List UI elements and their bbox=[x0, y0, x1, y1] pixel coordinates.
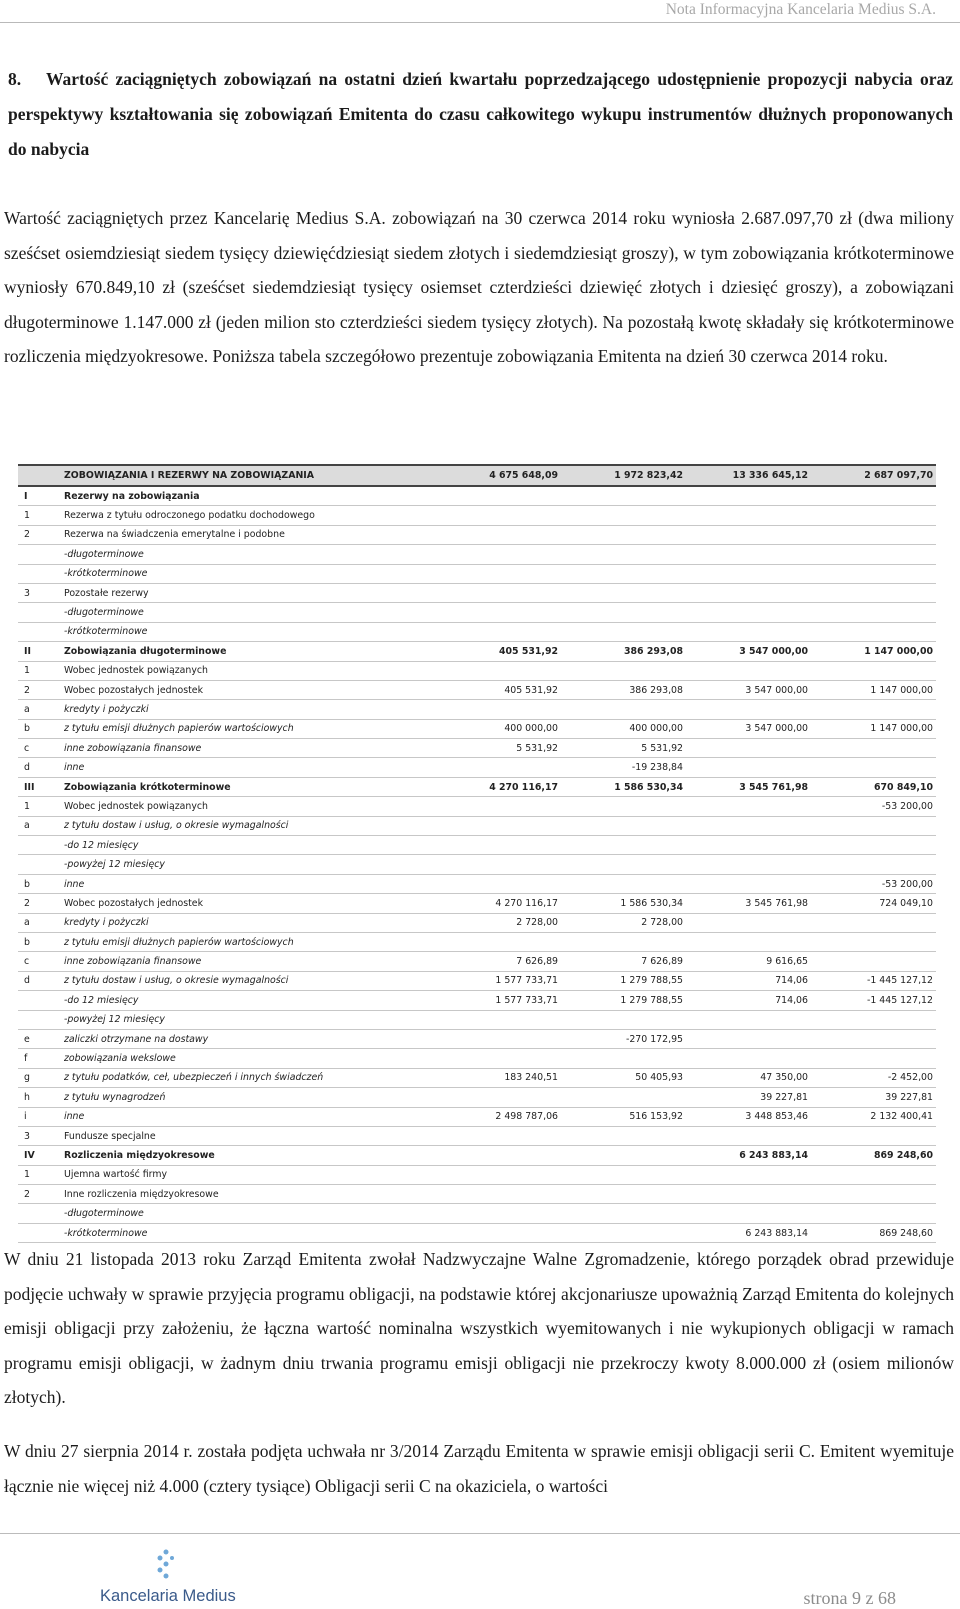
value-col-1 bbox=[436, 506, 561, 525]
row-label: Fundusze specjalne bbox=[60, 1126, 436, 1145]
table-row bbox=[18, 506, 936, 525]
row-label: z tytułu podatków, ceł, ubezpieczeń i innych świadczeń bbox=[60, 1068, 436, 1087]
value-col-1 bbox=[436, 525, 561, 544]
value-col-4 bbox=[811, 622, 936, 641]
row-label: zaliczki otrzymane na dostawy bbox=[60, 1029, 436, 1048]
value-col-2 bbox=[561, 545, 686, 564]
value-col-3: 714,06 bbox=[686, 991, 811, 1010]
value-col-3 bbox=[686, 797, 811, 816]
value-col-2: 400 000,00 bbox=[561, 719, 686, 738]
value-col-2 bbox=[561, 855, 686, 874]
row-label: -powyżej 12 miesięcy bbox=[60, 855, 436, 874]
value-col-3: 3 448 853,46 bbox=[686, 1107, 811, 1126]
section-heading bbox=[8, 62, 953, 167]
value-col-4: 2 132 400,41 bbox=[811, 1107, 936, 1126]
table-row bbox=[18, 1088, 936, 1107]
row-code: d bbox=[18, 758, 60, 777]
table-row bbox=[18, 1146, 936, 1165]
value-col-3 bbox=[686, 816, 811, 835]
row-label: zobowiązania wekslowe bbox=[60, 1049, 436, 1068]
value-col-1: 405 531,92 bbox=[436, 680, 561, 699]
table-row bbox=[18, 642, 936, 661]
value-col-1: 183 240,51 bbox=[436, 1068, 561, 1087]
value-col-4 bbox=[811, 1204, 936, 1223]
row-label: ZOBOWIĄZANIA I REZERWY NA ZOBOWIĄZANIA bbox=[60, 465, 436, 486]
row-code: d bbox=[18, 971, 60, 990]
value-col-3 bbox=[686, 1204, 811, 1223]
value-col-2 bbox=[561, 1088, 686, 1107]
value-col-4: 869 248,60 bbox=[811, 1223, 936, 1242]
table-header-row bbox=[18, 465, 936, 486]
value-col-2 bbox=[561, 622, 686, 641]
row-label: Zobowiązania krótkoterminowe bbox=[60, 777, 436, 796]
table-row bbox=[18, 1204, 936, 1223]
value-col-4 bbox=[811, 525, 936, 544]
row-code bbox=[18, 545, 60, 564]
value-col-2 bbox=[561, 583, 686, 602]
row-code bbox=[18, 1010, 60, 1029]
value-col-3 bbox=[686, 932, 811, 951]
value-col-2: -270 172,95 bbox=[561, 1029, 686, 1048]
value-col-4 bbox=[811, 739, 936, 758]
value-col-1 bbox=[436, 661, 561, 680]
value-col-3 bbox=[686, 1126, 811, 1145]
value-col-3: 3 547 000,00 bbox=[686, 719, 811, 738]
table-row bbox=[18, 1010, 936, 1029]
row-label: -do 12 miesięcy bbox=[60, 991, 436, 1010]
value-col-1: 1 577 733,71 bbox=[436, 971, 561, 990]
table-row bbox=[18, 971, 936, 990]
value-col-2 bbox=[561, 932, 686, 951]
row-label: inne zobowiązania finansowe bbox=[60, 952, 436, 971]
table-row bbox=[18, 1126, 936, 1145]
table-row bbox=[18, 486, 936, 506]
value-col-4: -1 445 127,12 bbox=[811, 971, 936, 990]
row-code bbox=[18, 836, 60, 855]
value-col-1 bbox=[436, 1049, 561, 1068]
value-col-2 bbox=[561, 506, 686, 525]
value-col-2 bbox=[561, 525, 686, 544]
value-col-3 bbox=[686, 739, 811, 758]
row-label: -długoterminowe bbox=[60, 603, 436, 622]
row-label: -długoterminowe bbox=[60, 545, 436, 564]
row-code: c bbox=[18, 739, 60, 758]
value-col-4 bbox=[811, 1165, 936, 1184]
value-col-4 bbox=[811, 564, 936, 583]
value-col-1 bbox=[436, 1223, 561, 1242]
value-col-4 bbox=[811, 1126, 936, 1145]
row-code bbox=[18, 1223, 60, 1242]
value-col-4: -1 445 127,12 bbox=[811, 991, 936, 1010]
row-label: Rozliczenia międzyokresowe bbox=[60, 1146, 436, 1165]
value-col-3: 714,06 bbox=[686, 971, 811, 990]
value-col-4 bbox=[811, 932, 936, 951]
row-code: 1 bbox=[18, 661, 60, 680]
value-col-1: 4 270 116,17 bbox=[436, 894, 561, 913]
row-label: inne bbox=[60, 1107, 436, 1126]
value-col-1 bbox=[436, 1029, 561, 1048]
row-code bbox=[18, 622, 60, 641]
table-row bbox=[18, 545, 936, 564]
row-label: Wobec jednostek powiązanych bbox=[60, 797, 436, 816]
value-col-2 bbox=[561, 874, 686, 893]
page-header bbox=[666, 0, 936, 30]
table-row bbox=[18, 1107, 936, 1126]
value-col-1 bbox=[436, 1165, 561, 1184]
row-code: a bbox=[18, 700, 60, 719]
table-row bbox=[18, 583, 936, 602]
value-col-1 bbox=[436, 816, 561, 835]
section-number: 8. bbox=[8, 69, 22, 89]
value-col-3: 3 545 761,98 bbox=[686, 894, 811, 913]
table-row bbox=[18, 1223, 936, 1242]
value-col-1: 5 531,92 bbox=[436, 739, 561, 758]
value-col-4 bbox=[811, 700, 936, 719]
value-col-2: 1 586 530,34 bbox=[561, 777, 686, 796]
table-row bbox=[18, 952, 936, 971]
value-col-2: 5 531,92 bbox=[561, 739, 686, 758]
value-col-1 bbox=[436, 603, 561, 622]
row-code: a bbox=[18, 816, 60, 835]
value-col-3 bbox=[686, 622, 811, 641]
value-col-3 bbox=[686, 486, 811, 506]
table-row bbox=[18, 622, 936, 641]
row-label: -powyżej 12 miesięcy bbox=[60, 1010, 436, 1029]
value-col-2 bbox=[561, 1165, 686, 1184]
row-code: 2 bbox=[18, 894, 60, 913]
row-code: 2 bbox=[18, 525, 60, 544]
value-col-1 bbox=[436, 797, 561, 816]
value-col-4: -2 452,00 bbox=[811, 1068, 936, 1087]
row-label: inne bbox=[60, 874, 436, 893]
table-row bbox=[18, 700, 936, 719]
value-col-1 bbox=[436, 1146, 561, 1165]
value-col-3 bbox=[686, 603, 811, 622]
value-col-1: 4 675 648,09 bbox=[436, 465, 561, 486]
value-col-1 bbox=[436, 622, 561, 641]
value-col-2: 2 728,00 bbox=[561, 913, 686, 932]
value-col-2 bbox=[561, 486, 686, 506]
value-col-4 bbox=[811, 506, 936, 525]
table-row bbox=[18, 836, 936, 855]
footer-divider bbox=[0, 1533, 960, 1534]
value-col-2: 516 153,92 bbox=[561, 1107, 686, 1126]
value-col-3: 9 616,65 bbox=[686, 952, 811, 971]
row-code: 1 bbox=[18, 506, 60, 525]
row-label: -długoterminowe bbox=[60, 1204, 436, 1223]
value-col-3 bbox=[686, 1010, 811, 1029]
liabilities-table-grid bbox=[18, 464, 936, 1243]
row-code: a bbox=[18, 913, 60, 932]
value-col-3: 6 243 883,14 bbox=[686, 1146, 811, 1165]
row-code bbox=[18, 603, 60, 622]
value-col-1 bbox=[436, 583, 561, 602]
row-label: kredyty i pożyczki bbox=[60, 913, 436, 932]
value-col-1 bbox=[436, 758, 561, 777]
value-col-3: 3 547 000,00 bbox=[686, 680, 811, 699]
value-col-4 bbox=[811, 661, 936, 680]
row-label: z tytułu emisji dłużnych papierów wartościowych bbox=[60, 719, 436, 738]
row-label: z tytułu emisji dłużnych papierów wartościowych bbox=[60, 932, 436, 951]
value-col-3 bbox=[686, 1165, 811, 1184]
value-col-4 bbox=[811, 583, 936, 602]
row-code: i bbox=[18, 1107, 60, 1126]
value-col-3 bbox=[686, 1049, 811, 1068]
table-row bbox=[18, 855, 936, 874]
table-row bbox=[18, 661, 936, 680]
value-col-4: 670 849,10 bbox=[811, 777, 936, 796]
value-col-2 bbox=[561, 816, 686, 835]
table-row bbox=[18, 797, 936, 816]
header-divider bbox=[0, 22, 960, 23]
value-col-4 bbox=[811, 486, 936, 506]
value-col-4 bbox=[811, 1185, 936, 1204]
table-row bbox=[18, 758, 936, 777]
row-label: z tytułu dostaw i usług, o okresie wymagalności bbox=[60, 971, 436, 990]
value-col-3 bbox=[686, 836, 811, 855]
page-number: strona 9 z 68 bbox=[803, 1588, 896, 1608]
value-col-2: 1 586 530,34 bbox=[561, 894, 686, 913]
value-col-2 bbox=[561, 1126, 686, 1145]
row-code bbox=[18, 564, 60, 583]
value-col-3 bbox=[686, 661, 811, 680]
table-row bbox=[18, 991, 936, 1010]
value-col-1: 1 577 733,71 bbox=[436, 991, 561, 1010]
value-col-2: -19 238,84 bbox=[561, 758, 686, 777]
value-col-3 bbox=[686, 583, 811, 602]
row-label: Wobec pozostałych jednostek bbox=[60, 894, 436, 913]
value-col-1: 4 270 116,17 bbox=[436, 777, 561, 796]
value-col-3 bbox=[686, 874, 811, 893]
value-col-1 bbox=[436, 1088, 561, 1107]
row-code: e bbox=[18, 1029, 60, 1048]
table-row bbox=[18, 603, 936, 622]
value-col-1 bbox=[436, 486, 561, 506]
value-col-4: 1 147 000,00 bbox=[811, 719, 936, 738]
row-code: I bbox=[18, 486, 60, 506]
value-col-1: 405 531,92 bbox=[436, 642, 561, 661]
value-col-1: 2 498 787,06 bbox=[436, 1107, 561, 1126]
row-code bbox=[18, 991, 60, 1010]
paragraph-bond-program: W dniu 21 listopada 2013 roku Zarząd Emitenta zwołał Nadzwyczajne Walne Zgromadzenie, którego porządek obrad przewiduje podjęcie uchwały w sprawie przyjęcia programu obligacji, na podstawie której akcjonariusze upoważnią Zarząd Emitenta do kolejnych emisji obligacji przy założeniu, że łączna wartość nominalna wszystkich wyemitowanych i nie wykupionych obligacji w ramach programu emisji obligacji, w żadnym dniu trwania programu emisji obligacji nie przekroczy kwoty 8.000.000 zł (osiem milionów złotych). bbox=[4, 1249, 954, 1407]
value-col-2 bbox=[561, 700, 686, 719]
value-col-2: 1 972 823,42 bbox=[561, 465, 686, 486]
value-col-2 bbox=[561, 1146, 686, 1165]
table-row bbox=[18, 1165, 936, 1184]
value-col-1: 7 626,89 bbox=[436, 952, 561, 971]
table-row bbox=[18, 1049, 936, 1068]
row-label: Rezerwa z tytułu odroczonego podatku dochodowego bbox=[60, 506, 436, 525]
row-code: 3 bbox=[18, 1126, 60, 1145]
row-code bbox=[18, 1204, 60, 1223]
value-col-4 bbox=[811, 913, 936, 932]
paragraph-liabilities: Wartość zaciągniętych przez Kancelarię Medius S.A. zobowiązań na 30 czerwca 2014 roku wyniosła 2.687.097,70 zł (dwa miliony sześćset osiemdziesiąt siedem tysięcy dziewięćdziesiąt siedem złotych i siedemdziesiąt groszy), w tym zobowiązania krótkoterminowe wyniosły 670.849,10 zł (sześćset siedemdziesiąt tysięcy osiemset czterdzieści dziewięć złotych i dziesięć groszy), a zobowiązani długoterminowe 1.147.000 zł (jeden milion sto czterdzieści siedem tysięcy złotych). Na pozostałą kwotę składały się krótkoterminowe rozliczenia międzyokresowe. Poniższa tabela szczegółowo prezentuje zobowiązania Emitenta na dzień 30 czerwca 2014 roku. bbox=[4, 208, 954, 366]
value-col-4 bbox=[811, 1010, 936, 1029]
row-label: Rezerwy na zobowiązania bbox=[60, 486, 436, 506]
row-code: f bbox=[18, 1049, 60, 1068]
value-col-2 bbox=[561, 603, 686, 622]
table-row bbox=[18, 719, 936, 738]
value-col-2: 1 279 788,55 bbox=[561, 971, 686, 990]
row-label: Pozostałe rezerwy bbox=[60, 583, 436, 602]
table-row bbox=[18, 777, 936, 796]
row-code: b bbox=[18, 719, 60, 738]
row-label: Ujemna wartość firmy bbox=[60, 1165, 436, 1184]
value-col-1 bbox=[436, 855, 561, 874]
table-row bbox=[18, 1029, 936, 1048]
row-label: kredyty i pożyczki bbox=[60, 700, 436, 719]
value-col-3: 6 243 883,14 bbox=[686, 1223, 811, 1242]
table-row bbox=[18, 913, 936, 932]
row-code: 2 bbox=[18, 680, 60, 699]
row-code: c bbox=[18, 952, 60, 971]
row-label: z tytułu wynagrodzeń bbox=[60, 1088, 436, 1107]
value-col-2: 7 626,89 bbox=[561, 952, 686, 971]
value-col-1 bbox=[436, 874, 561, 893]
row-label: -krótkoterminowe bbox=[60, 564, 436, 583]
value-col-2: 386 293,08 bbox=[561, 680, 686, 699]
value-col-2: 50 405,93 bbox=[561, 1068, 686, 1087]
logo-text: Kancelaria Medius bbox=[100, 1587, 236, 1605]
value-col-3: 39 227,81 bbox=[686, 1088, 811, 1107]
value-col-4 bbox=[811, 855, 936, 874]
value-col-4 bbox=[811, 816, 936, 835]
row-code: III bbox=[18, 777, 60, 796]
value-col-1: 400 000,00 bbox=[436, 719, 561, 738]
row-code: 3 bbox=[18, 583, 60, 602]
value-col-3 bbox=[686, 855, 811, 874]
value-col-4 bbox=[811, 836, 936, 855]
table-row bbox=[18, 680, 936, 699]
liabilities-table bbox=[18, 464, 936, 1239]
table-row bbox=[18, 894, 936, 913]
value-col-2 bbox=[561, 1185, 686, 1204]
row-label: Zobowiązania długoterminowe bbox=[60, 642, 436, 661]
value-col-1 bbox=[436, 1010, 561, 1029]
value-col-3 bbox=[686, 564, 811, 583]
table-row bbox=[18, 816, 936, 835]
table-row bbox=[18, 874, 936, 893]
row-label: Rezerwa na świadczenia emerytalne i podobne bbox=[60, 525, 436, 544]
value-col-4: 1 147 000,00 bbox=[811, 680, 936, 699]
value-col-2: 386 293,08 bbox=[561, 642, 686, 661]
table-row bbox=[18, 932, 936, 951]
value-col-4: 39 227,81 bbox=[811, 1088, 936, 1107]
value-col-2 bbox=[561, 1049, 686, 1068]
value-col-2 bbox=[561, 797, 686, 816]
row-label: inne bbox=[60, 758, 436, 777]
row-label: -krótkoterminowe bbox=[60, 1223, 436, 1242]
value-col-4 bbox=[811, 758, 936, 777]
row-code: g bbox=[18, 1068, 60, 1087]
row-code bbox=[18, 855, 60, 874]
value-col-2 bbox=[561, 1204, 686, 1223]
table-row bbox=[18, 1068, 936, 1087]
value-col-1 bbox=[436, 1185, 561, 1204]
value-col-3: 3 545 761,98 bbox=[686, 777, 811, 796]
row-code: IV bbox=[18, 1146, 60, 1165]
row-code: 1 bbox=[18, 797, 60, 816]
row-label: -krótkoterminowe bbox=[60, 622, 436, 641]
table-row bbox=[18, 1185, 936, 1204]
row-label: z tytułu dostaw i usług, o okresie wymagalności bbox=[60, 816, 436, 835]
value-col-4: 869 248,60 bbox=[811, 1146, 936, 1165]
row-code: 2 bbox=[18, 1185, 60, 1204]
table-row bbox=[18, 564, 936, 583]
value-col-4 bbox=[811, 1029, 936, 1048]
value-col-2 bbox=[561, 1010, 686, 1029]
value-col-3 bbox=[686, 545, 811, 564]
row-code: b bbox=[18, 932, 60, 951]
header-title: Nota Informacyjna Kancelaria Medius S.A. bbox=[665, 1, 936, 18]
row-code: 1 bbox=[18, 1165, 60, 1184]
value-col-3 bbox=[686, 1029, 811, 1048]
value-col-2 bbox=[561, 564, 686, 583]
row-code: II bbox=[18, 642, 60, 661]
row-code: b bbox=[18, 874, 60, 893]
value-col-1 bbox=[436, 700, 561, 719]
value-col-4 bbox=[811, 545, 936, 564]
value-col-4 bbox=[811, 952, 936, 971]
value-col-1 bbox=[436, 564, 561, 583]
value-col-3: 47 350,00 bbox=[686, 1068, 811, 1087]
section-title-text: Wartość zaciągniętych zobowiązań na ostatni dzień kwartału poprzedzającego udostępnienie propozycji nabycia oraz perspektywy kształtowania się zobowiązań Emitenta do czasu całkowitego wykupu instrumentów dłużnych proponowanych do nabycia bbox=[8, 69, 953, 159]
value-col-4: 1 147 000,00 bbox=[811, 642, 936, 661]
value-col-3: 3 547 000,00 bbox=[686, 642, 811, 661]
row-label: -do 12 miesięcy bbox=[60, 836, 436, 855]
row-label: Inne rozliczenia międzyokresowe bbox=[60, 1185, 436, 1204]
value-col-4: 2 687 097,70 bbox=[811, 465, 936, 486]
value-col-3 bbox=[686, 506, 811, 525]
value-col-4 bbox=[811, 1049, 936, 1068]
value-col-1 bbox=[436, 1204, 561, 1223]
value-col-2 bbox=[561, 836, 686, 855]
row-code: h bbox=[18, 1088, 60, 1107]
table-row bbox=[18, 739, 936, 758]
value-col-4: -53 200,00 bbox=[811, 797, 936, 816]
table-row bbox=[18, 525, 936, 544]
row-label: Wobec jednostek powiązanych bbox=[60, 661, 436, 680]
value-col-3: 13 336 645,12 bbox=[686, 465, 811, 486]
value-col-2 bbox=[561, 1223, 686, 1242]
value-col-1 bbox=[436, 1126, 561, 1145]
row-label: inne zobowiązania finansowe bbox=[60, 739, 436, 758]
value-col-1: 2 728,00 bbox=[436, 913, 561, 932]
value-col-3 bbox=[686, 758, 811, 777]
row-code bbox=[18, 465, 60, 486]
value-col-2 bbox=[561, 661, 686, 680]
paragraph-series-c: W dniu 27 sierpnia 2014 r. została podjęta uchwała nr 3/2014 Zarządu Emitenta w sprawie emisji obligacji serii C. Emitent wyemituje łącznie nie więcej niż 4.000 (cztery tysiące) Obligacji serii C na okaziciela, o wartości bbox=[4, 1441, 954, 1496]
value-col-3 bbox=[686, 1185, 811, 1204]
value-col-3 bbox=[686, 700, 811, 719]
value-col-4: 724 049,10 bbox=[811, 894, 936, 913]
value-col-4: -53 200,00 bbox=[811, 874, 936, 893]
value-col-3 bbox=[686, 913, 811, 932]
value-col-1 bbox=[436, 545, 561, 564]
value-col-2: 1 279 788,55 bbox=[561, 991, 686, 1010]
row-label: Wobec pozostałych jednostek bbox=[60, 680, 436, 699]
value-col-4 bbox=[811, 603, 936, 622]
value-col-3 bbox=[686, 525, 811, 544]
value-col-1 bbox=[436, 836, 561, 855]
value-col-1 bbox=[436, 932, 561, 951]
